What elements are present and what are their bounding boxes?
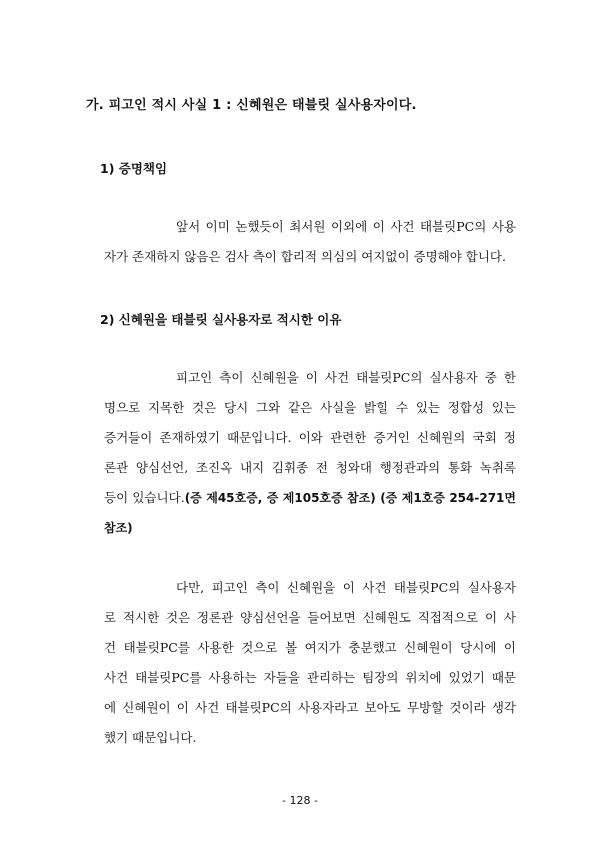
paragraph-line: 했기 때문입니다. [104, 730, 197, 745]
evidence-reference: (증 제45호증, 증 제105호증 참조) (증 제1호증 254-271면 [184, 491, 516, 505]
paragraph-line: 에 신혜원이 이 사건 태블릿PC의 사용자라고 보아도 무방할 것이라 생각 [104, 700, 516, 715]
subheading-burden-of-proof: 1) 증명책임 [100, 161, 168, 176]
paragraph-line: 건 태블릿PC를 사용한 것으로 볼 여지가 충분했고 신혜원이 당시에 이 [104, 640, 516, 655]
paragraph-line-with-reference [104, 513, 516, 543]
subheading-reason: 2) 신혜원을 태블릿 실사용자로 적시한 이유 [100, 312, 342, 327]
paragraph-reason-evidence [104, 363, 516, 543]
paragraph-line: 피고인 측이 신혜원을 이 사건 태블릿PC의 실사용자 중 한 [176, 370, 516, 385]
paragraph-burden-of-proof [104, 212, 516, 272]
paragraph-line-with-reference [104, 483, 516, 513]
page-number: - 128 - [282, 794, 318, 807]
paragraph-line: 자가 존재하지 않음은 검사 측이 합리적 의심의 여지없이 증명해야 합니다. [104, 249, 506, 264]
paragraph-reason-explanation [104, 573, 516, 753]
paragraph-line: 증거들이 존재하였기 때문입니다. 이와 관련한 증거인 신혜원의 국회 정 [104, 430, 516, 445]
section-heading: 가. 피고인 적시 사실 1 : 신혜원은 태블릿 실사용자이다. [86, 98, 417, 113]
paragraph-line: 다만, 피고인 측이 신혜원을 이 사건 태블릿PC의 실사용자 [176, 580, 516, 595]
paragraph-line: 명으로 지목한 것은 당시 그와 같은 사실을 밝힐 수 있는 정합성 있는 [104, 400, 516, 415]
paragraph-text: 등이 있습니다. [104, 490, 185, 505]
evidence-reference: 참조) [104, 521, 133, 535]
paragraph-line: 론관 양심선언, 조진옥 내지 김휘종 전 청와대 행정관과의 통화 녹취록 [104, 460, 516, 475]
paragraph-line: 로 적시한 것은 정론관 양심선언을 들어보면 신혜원도 직접적으로 이 사 [104, 610, 516, 625]
paragraph-line: 사건 태블릿PC를 사용하는 자들을 관리하는 팀장의 위치에 있었기 때문 [104, 670, 516, 685]
paragraph-line: 앞서 이미 논했듯이 최서원 이외에 이 사건 태블릿PC의 사용 [176, 219, 516, 234]
